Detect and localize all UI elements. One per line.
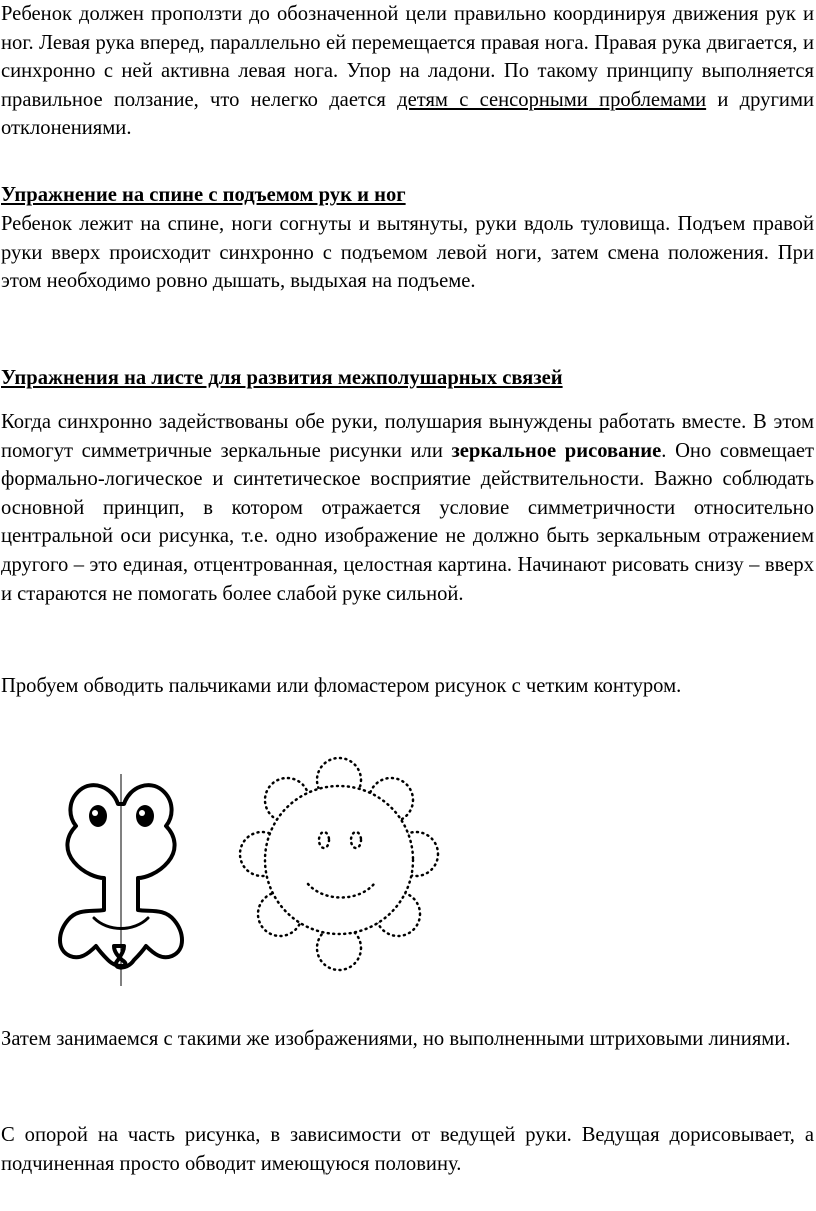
dashed-lines-paragraph: Затем занимаемся с такими же изображениями, но выполненными штриховыми линиями. [1,1028,791,1050]
section1-heading: Упражнение на спине с подъемом рук и ног [1,184,406,206]
intro-text-end: и другими отклонениями. [1,88,814,140]
section2-heading: Упражнения на листе для развития межполушарных связей [1,367,563,389]
section2-text: Когда синхронно задействованы обе руки, полушария вынуждены работать вместе. В этом помогут симметричные зеркальные рисунки или [1,411,814,462]
section1-body: Ребенок лежит на спине, ноги согнуты и вытянуты, руки вдоль туловища. Подъем правой руки вверх происходит синхронно с подъемом левой ноги, затем смена положения. При этом необходимо ровно дышать, выдыхая на подъеме. [1,213,814,293]
intro-paragraph [1,0,814,143]
dotted-sun-icon [236,756,442,972]
leading-hand-paragraph: С опорой на часть рисунка, в зависимости от ведущей руки. Ведущая дорисовывает, а подчиненная просто обводит имеющуюся половину. [1,1124,814,1175]
section2-text-end: . Оно совмещает формально-логическое и синтетическое восприятие действительности. Важно соблюдать основной принцип, в котором отражается условие симметричности относительно центральной оси рисунка, т.е. одно изображение не должно быть зеркальным отражением другого – это единая, отцентрованная, целостная картина. Начинают рисовать снизу – вверх и стараются не помогать более слабой руке сильной. [1,439,814,605]
trace-instruction: Пробуем обводить пальчиками или фломастером рисунок с четким контуром. [1,675,682,697]
frog-outline-icon [48,770,198,990]
sensory-problems-link[interactable]: детям с сенсорными проблемами [397,88,707,111]
section2-body [1,408,814,608]
mirror-drawing-term: зеркальное рисование [451,439,662,462]
intro-text: Ребенок должен проползти до обозначенной цели правильно координируя движения рук и ног. Левая рука вперед, параллельно ей перемещается правая нога. Правая рука двигается, и синхронно с ней активна левая нога. Упор на ладони. По такому принципу выполняется правильное ползание, что нелегко дается [1,3,814,111]
